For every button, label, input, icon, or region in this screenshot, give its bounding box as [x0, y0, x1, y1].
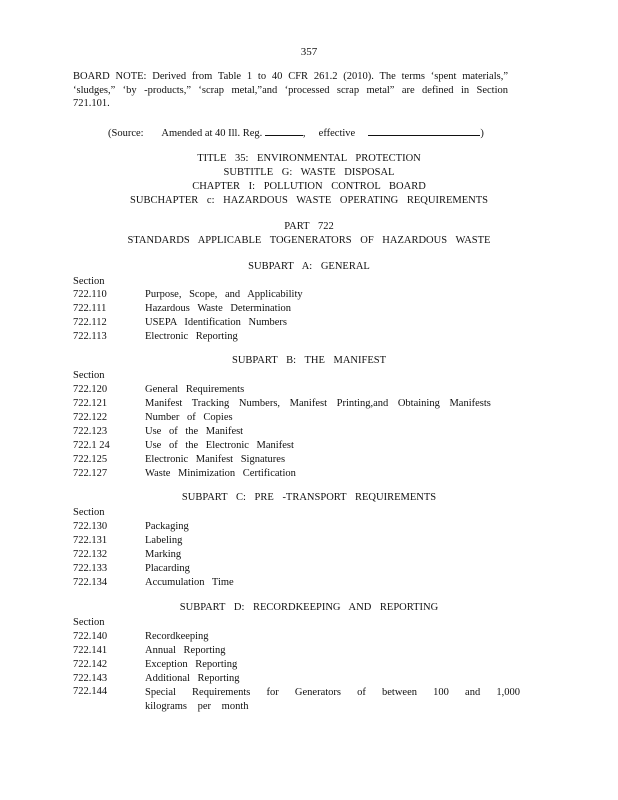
- section-title: Exception Reporting: [145, 659, 238, 670]
- section-title: Number of Copies: [145, 412, 233, 423]
- section-number: 722.110: [73, 289, 107, 300]
- section-number: 722.132: [73, 549, 108, 560]
- section-title: Hazardous Waste Determination: [145, 303, 291, 314]
- toc-row: [73, 331, 238, 342]
- source-prefix: (Source:: [108, 128, 144, 139]
- effective-date-blank: [368, 126, 480, 136]
- toc-row: [73, 563, 190, 574]
- section-label: Section: [73, 370, 105, 381]
- source-effective: effective: [318, 128, 356, 139]
- section-title: Waste Minimization Certification: [145, 468, 296, 479]
- toc-row: [73, 549, 181, 560]
- toc-row: [73, 398, 491, 409]
- toc-row: [73, 577, 234, 588]
- section-title: Use of the Manifest: [145, 426, 244, 437]
- section-number: 722.122: [73, 412, 108, 423]
- toc-row: [73, 631, 209, 642]
- toc-row: [73, 468, 296, 479]
- toc-row: [73, 384, 244, 395]
- section-title: USEPA Identification Numbers: [145, 317, 288, 328]
- section-title: General Requirements: [145, 384, 245, 395]
- section-number: 722.113: [73, 331, 107, 342]
- part-title: STANDARDS APPLICABLE TOGENERATORS OF HAZARDOUS WASTE: [127, 235, 491, 246]
- source-close: ): [480, 128, 484, 139]
- section-title: Electronic Reporting: [145, 331, 238, 342]
- section-number: 722.111: [73, 303, 107, 314]
- section-number: 722.133: [73, 563, 108, 574]
- board-note: BOARD NOTE: Derived from Table 1 to 40 CFR 261.2 (2010). The terms ‘spent materials,” ‘sludges,” ‘by -products,” ‘scrap metal,”and ‘processed scrap metal” are defined in Section 721.101.: [73, 71, 508, 110]
- subchapter-heading: SUBCHAPTER c: HAZARDOUS WASTE OPERATING REQUIREMENTS: [130, 195, 488, 206]
- part-heading: PART 722: [284, 221, 334, 232]
- section-title: Accumulation Time: [145, 577, 234, 588]
- section-title: Labeling: [145, 535, 183, 546]
- section-title: Recordkeeping: [145, 631, 209, 642]
- section-number: 722.144: [73, 686, 108, 697]
- section-title: Additional Reporting: [145, 673, 240, 684]
- toc-row: [73, 535, 182, 546]
- section-number: 722.130: [73, 521, 108, 532]
- chapter-heading: CHAPTER I: POLLUTION CONTROL BOARD: [192, 181, 426, 192]
- section-number: 722.141: [73, 645, 108, 656]
- toc-row: [73, 303, 291, 314]
- toc-row: [73, 454, 285, 465]
- section-number: 722.120: [73, 384, 108, 395]
- toc-row: [73, 440, 294, 451]
- toc-row: [73, 317, 287, 328]
- section-label: Section: [73, 276, 105, 287]
- toc-row: [73, 659, 237, 670]
- toc-row: [73, 289, 303, 300]
- title-heading: TITLE 35: ENVIRONMENTAL PROTECTION: [197, 153, 421, 164]
- toc-row: [73, 673, 240, 684]
- section-number: 722.131: [73, 535, 108, 546]
- source-comma: ,: [302, 128, 306, 139]
- subpart-c-title: SUBPART C: PRE -TRANSPORT REQUIREMENTS: [181, 492, 437, 503]
- section-title: Electronic Manifest Signatures: [145, 454, 286, 465]
- section-number: 722.134: [73, 577, 108, 588]
- section-title: Use of the Electronic Manifest: [145, 440, 294, 451]
- section-title-wrapped: Special Requirements for Generators of between 100 and 1,000 kilograms per month: [145, 687, 520, 712]
- toc-row: [73, 645, 226, 656]
- section-title: Annual Reporting: [145, 645, 226, 656]
- section-number: 722.125: [73, 454, 108, 465]
- section-title: Purpose, Scope, and Applicability: [145, 289, 303, 300]
- section-number: 722.142: [73, 659, 108, 670]
- section-title: Placarding: [145, 563, 190, 574]
- section-number: 722.143: [73, 673, 108, 684]
- subtitle-heading: SUBTITLE G: WASTE DISPOSAL: [223, 167, 395, 178]
- section-label: Section: [73, 507, 105, 518]
- section-number: 722.112: [73, 317, 107, 328]
- section-label: Section: [73, 617, 105, 628]
- register-blank: [265, 126, 303, 136]
- section-title: Manifest Tracking Numbers, Manifest Printing,and Obtaining Manifests: [145, 398, 491, 409]
- section-number: 722.127: [73, 468, 108, 479]
- section-number: 722.1 24: [73, 440, 110, 451]
- section-title: Marking: [145, 549, 182, 560]
- subpart-a-title: SUBPART A: GENERAL: [248, 261, 370, 272]
- subpart-d-title: SUBPART D: RECORDKEEPING AND REPORTING: [179, 602, 439, 613]
- page-number: 357: [300, 46, 318, 58]
- toc-row: [73, 412, 233, 423]
- section-number: 722.140: [73, 631, 108, 642]
- section-number: 722.123: [73, 426, 108, 437]
- source-line: [108, 126, 484, 139]
- toc-row: [73, 426, 243, 437]
- section-title: Packaging: [145, 521, 189, 532]
- toc-row: [73, 686, 145, 697]
- toc-row: [73, 521, 189, 532]
- subpart-b-title: SUBPART B: THE MANIFEST: [231, 355, 386, 366]
- source-amended: Amended at 40 Ill. Reg.: [161, 128, 263, 139]
- section-number: 722.121: [73, 398, 108, 409]
